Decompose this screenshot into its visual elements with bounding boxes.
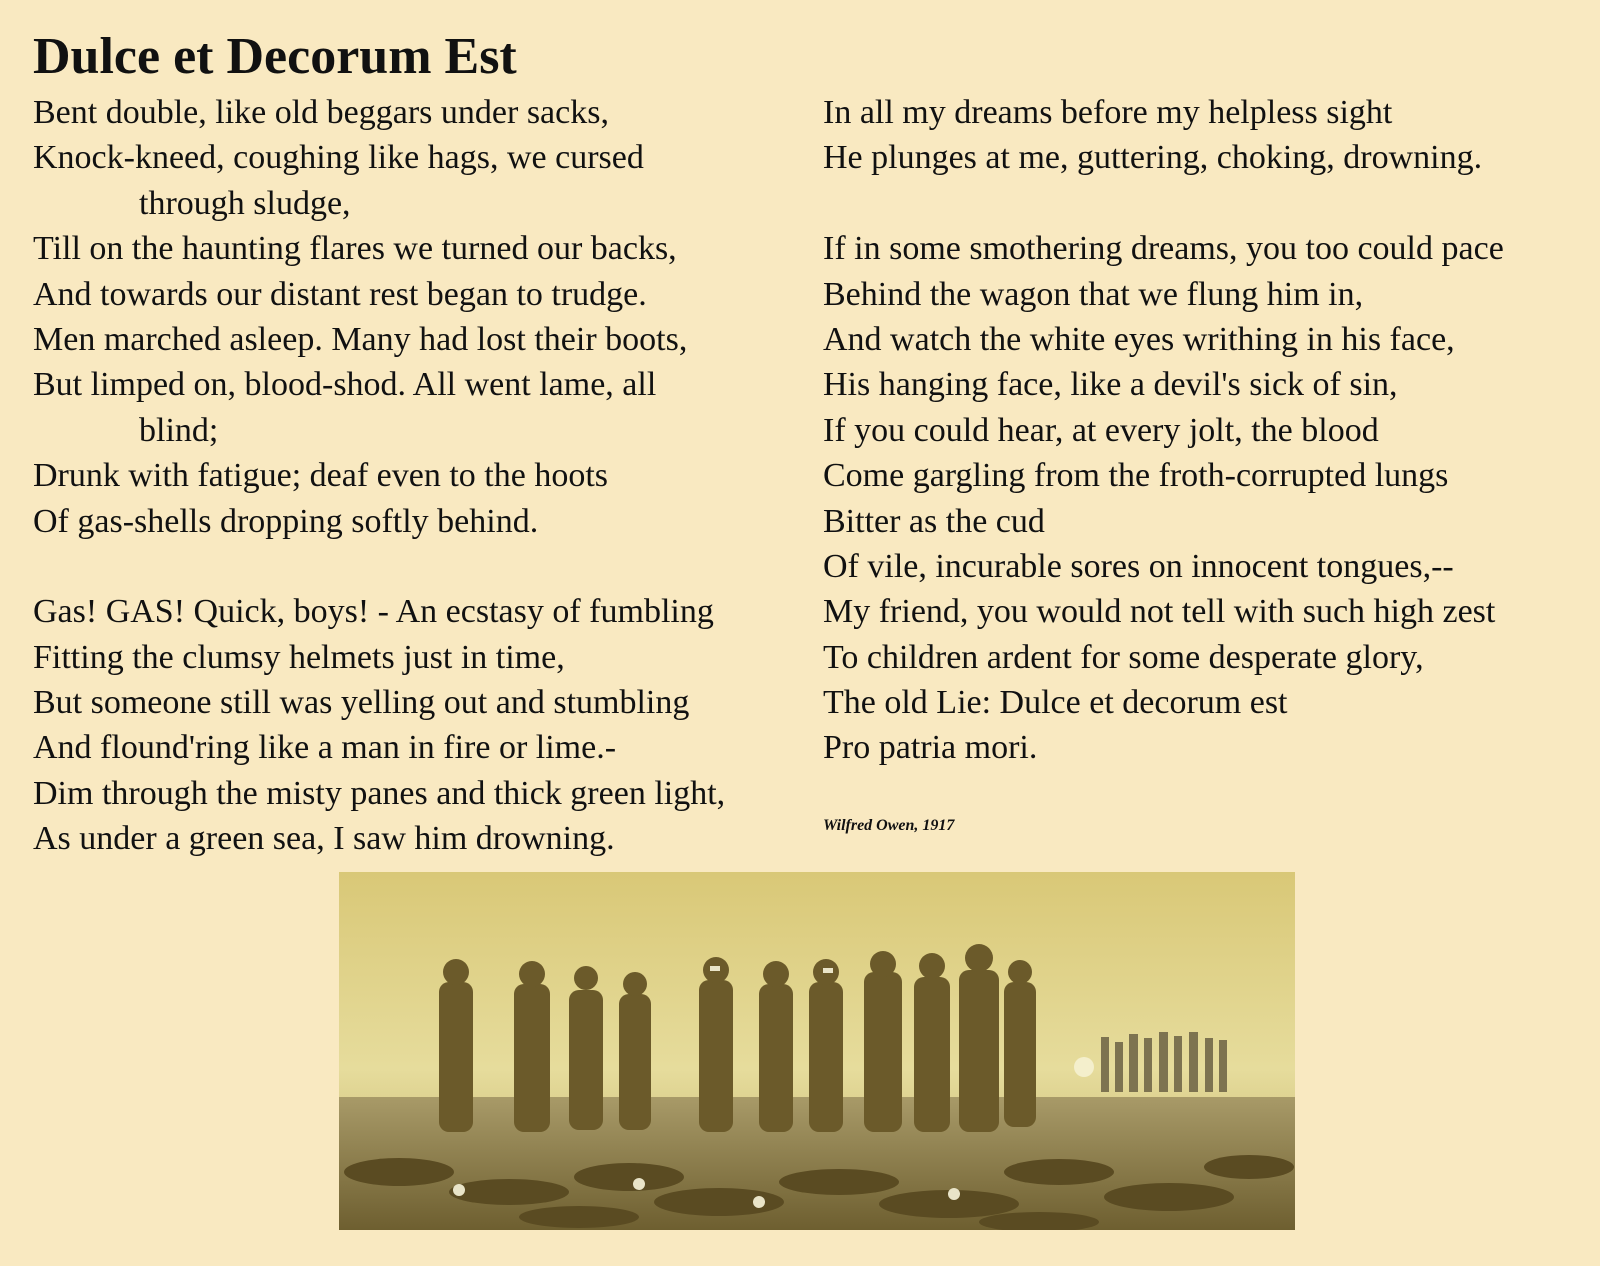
poem-line: Pro patria mori. bbox=[823, 729, 1038, 767]
poem-line: Knock-kneed, coughing like hags, we cursed bbox=[33, 139, 644, 177]
poem-line: If in some smothering dreams, you too could pace bbox=[823, 230, 1504, 268]
poem-line: Come gargling from the froth-corrupted lungs bbox=[823, 457, 1449, 495]
poem-line: And flound'ring like a man in fire or lime.- bbox=[33, 729, 617, 767]
poem-line: Bitter as the cud bbox=[823, 502, 1045, 540]
poem-line: The old Lie: Dulce et decorum est bbox=[823, 684, 1288, 722]
gassed-painting bbox=[339, 872, 1295, 1230]
poem-line: As under a green sea, I saw him drowning. bbox=[33, 820, 615, 858]
poem-line: Men marched asleep. Many had lost their boots, bbox=[33, 320, 688, 358]
poem-line: And watch the white eyes writhing in his face, bbox=[823, 320, 1455, 358]
poem-title: Dulce et Decorum Est bbox=[33, 28, 517, 85]
poem-line: He plunges at me, guttering, choking, drowning. bbox=[823, 139, 1483, 177]
poem-line: Of gas-shells dropping softly behind. bbox=[33, 502, 539, 540]
painting-sun bbox=[1074, 1057, 1094, 1077]
author-signature: Wilfred Owen, 1917 bbox=[823, 817, 955, 834]
poem-line: But limped on, blood-shod. All went lame, all bbox=[33, 366, 657, 404]
painting-illustration bbox=[339, 872, 1295, 1230]
poem-line: through sludge, bbox=[139, 184, 351, 222]
poem-line: Behind the wagon that we flung him in, bbox=[823, 275, 1364, 313]
poem-line: Gas! GAS! Quick, boys! - An ecstasy of fumbling bbox=[33, 593, 714, 631]
poem-line: Bent double, like old beggars under sacks, bbox=[33, 94, 609, 131]
poem-line: My friend, you would not tell with such high zest bbox=[823, 593, 1496, 631]
poem-line: In all my dreams before my helpless sight bbox=[823, 94, 1393, 131]
poem-line: To children ardent for some desperate glory, bbox=[823, 638, 1424, 676]
poem-line: And towards our distant rest began to trudge. bbox=[33, 275, 647, 313]
poem-line: blind; bbox=[139, 411, 219, 449]
poem-column-left bbox=[33, 90, 813, 862]
stanza-break bbox=[33, 544, 813, 589]
poem-line: Fitting the clumsy helmets just in time, bbox=[33, 638, 565, 676]
poem-column-right bbox=[823, 90, 1598, 771]
stanza-break bbox=[823, 181, 1598, 226]
poem-line: Drunk with fatigue; deaf even to the hoots bbox=[33, 457, 609, 495]
poem-line: Till on the haunting flares we turned our backs, bbox=[33, 230, 677, 268]
poem-line: If you could hear, at every jolt, the blood bbox=[823, 411, 1379, 449]
poem-line: His hanging face, like a devil's sick of sin, bbox=[823, 366, 1398, 404]
poem-line: Of vile, incurable sores on innocent tongues,-- bbox=[823, 547, 1454, 585]
poem-line: Dim through the misty panes and thick green light, bbox=[33, 774, 726, 812]
poem-line: But someone still was yelling out and stumbling bbox=[33, 684, 690, 722]
